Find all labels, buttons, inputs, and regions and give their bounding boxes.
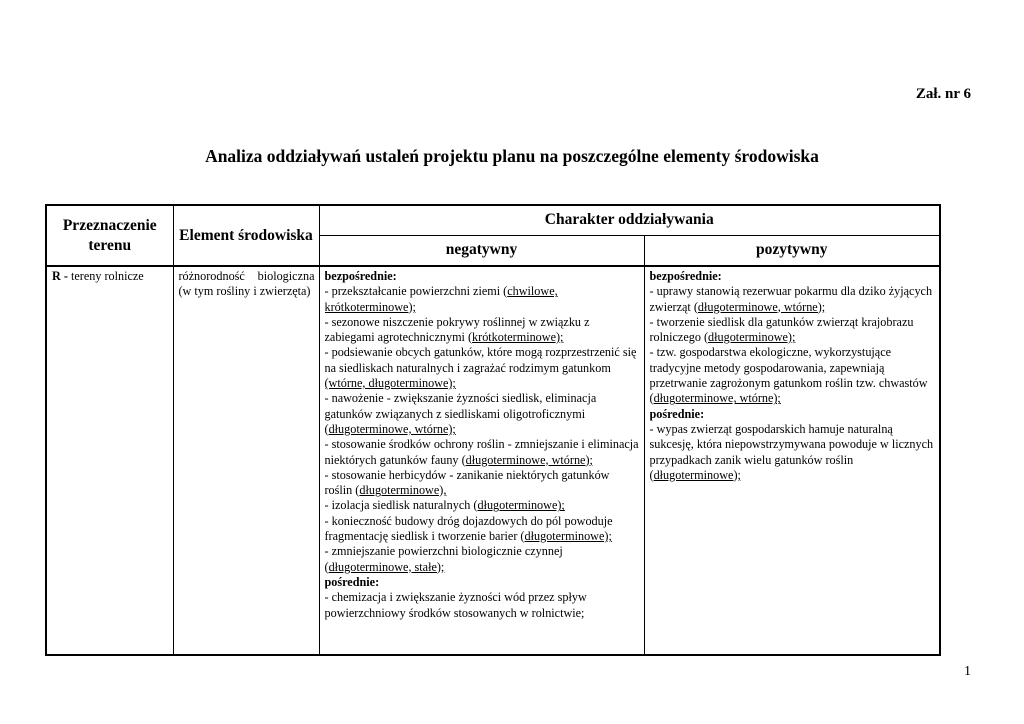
header-positive: pozytywny	[644, 235, 940, 266]
impact-duration: długoterminowe);	[708, 330, 796, 345]
impact-description: - tworzenie siedlisk dla gatunków zwierząt krajobrazu rolniczego (	[649, 314, 914, 345]
impact-item	[325, 590, 640, 621]
impact-item	[650, 422, 936, 483]
document-title: Analiza oddziaływań ustaleń projektu planu na poszczególne elementy środowiska	[205, 146, 819, 166]
impact-item	[325, 284, 640, 315]
impact-item	[325, 345, 640, 391]
impact-duration: chwilowe, krótkoterminowe);	[324, 284, 558, 314]
impact-item	[325, 544, 640, 575]
header-element: Element środowiska	[173, 205, 319, 266]
impact-duration: długoterminowe, wtórne);	[653, 391, 781, 406]
impact-description: - uprawy stanowią rezerwuar pokarmu dla dziko żyjących zwierząt (	[649, 284, 933, 314]
land-use-cell	[46, 266, 173, 655]
impact-description: - tzw. gospodarstwa ekologiczne, wykorzystujące tradycyjne metody gospodarowania, zapewniają przetrwanie zagrożonym gatunkom roślin tzw. chwastów (	[649, 345, 928, 406]
impact-description: - sezonowe niszczenie pokrywy roślinnej w związku z zabiegami agrotechnicznymi (	[324, 314, 590, 345]
impact-item	[325, 437, 640, 468]
impact-description: - stosowanie środków ochrony roślin - zmniejszanie i eliminacja niektórych gatunków fauny (	[324, 437, 639, 467]
impact-item	[325, 514, 640, 545]
impact-description: - zmniejszanie powierzchni biologicznie czynnej (	[324, 544, 563, 574]
negative-impact-cell	[319, 266, 644, 655]
impact-duration: długoterminowe, wtórne);	[328, 421, 456, 436]
impact-description: - chemizacja i zwiększanie żyzności wód przez spływ powierzchniowy środków stosowanych w rolnictwie;	[324, 590, 587, 620]
land-use-code: R -	[52, 269, 68, 283]
impact-description: - stosowanie herbicydów - zanikanie niektórych gatunków roślin (	[324, 467, 610, 498]
positive-impact-cell	[644, 266, 940, 655]
impact-duration: długoterminowe);	[653, 467, 741, 482]
impact-item	[325, 498, 640, 513]
element-cell: różnorodność biologiczna (w tym rośliny i zwierzęta)	[173, 266, 319, 655]
direct-effects-label: bezpośrednie:	[649, 269, 722, 283]
page-number: 1	[964, 664, 971, 679]
impact-duration: długoterminowe),	[359, 483, 447, 498]
impact-duration: długoterminowe, wtórne);	[697, 299, 826, 314]
impact-item	[325, 391, 640, 437]
table-row	[46, 266, 940, 655]
indirect-effects-label: pośrednie:	[324, 574, 380, 589]
impact-description: - konieczność budowy dróg dojazdowych do pól powoduje fragmentację siedlisk i tworzenie barier (	[324, 513, 613, 544]
impact-item	[325, 315, 640, 346]
header-character: Charakter oddziaływania	[319, 205, 940, 235]
impact-item	[325, 468, 640, 499]
impact-description: - wypas zwierząt gospodarskich hamuje naturalną sukcesję, która niepowstrzymywana powoduje w licznych przypadkach zanik wielu gatunków roślin (	[649, 421, 934, 482]
impact-description: - nawożenie - zwiększanie żyzności siedlisk, eliminacja gatunków związanych z siedliskami oligotroficznymi (	[324, 391, 597, 436]
impact-description: - przekształcanie powierzchni ziemi (	[324, 284, 508, 299]
impact-item	[650, 345, 936, 406]
header-land-use: Przeznaczenie terenu	[46, 205, 173, 266]
header-negative: negatywny	[319, 235, 644, 266]
impact-duration: długoterminowe, stałe);	[328, 559, 445, 574]
indirect-effects-label: pośrednie:	[649, 406, 705, 421]
attachment-number: Zał. nr 6	[915, 86, 971, 102]
impact-analysis-table	[45, 204, 941, 656]
land-use-text: tereny rolnicze	[67, 269, 144, 283]
impact-item	[650, 315, 936, 346]
impact-duration: krótkoterminowe);	[472, 330, 564, 345]
impact-description: - podsiewanie obcych gatunków, które mogą rozprzestrzenić się na siedliskach naturalnych i zagrażać rodzimym gatunkom	[324, 345, 637, 375]
impact-description: - izolacja siedlisk naturalnych (	[324, 498, 478, 513]
impact-duration: długoterminowe, wtórne);	[465, 452, 593, 467]
impact-duration: długoterminowe);	[477, 498, 565, 513]
impact-duration: (wtórne, długoterminowe);	[324, 376, 456, 391]
direct-effects-label: bezpośrednie:	[324, 269, 397, 283]
impact-item	[650, 284, 936, 315]
impact-duration: długoterminowe);	[524, 529, 612, 544]
